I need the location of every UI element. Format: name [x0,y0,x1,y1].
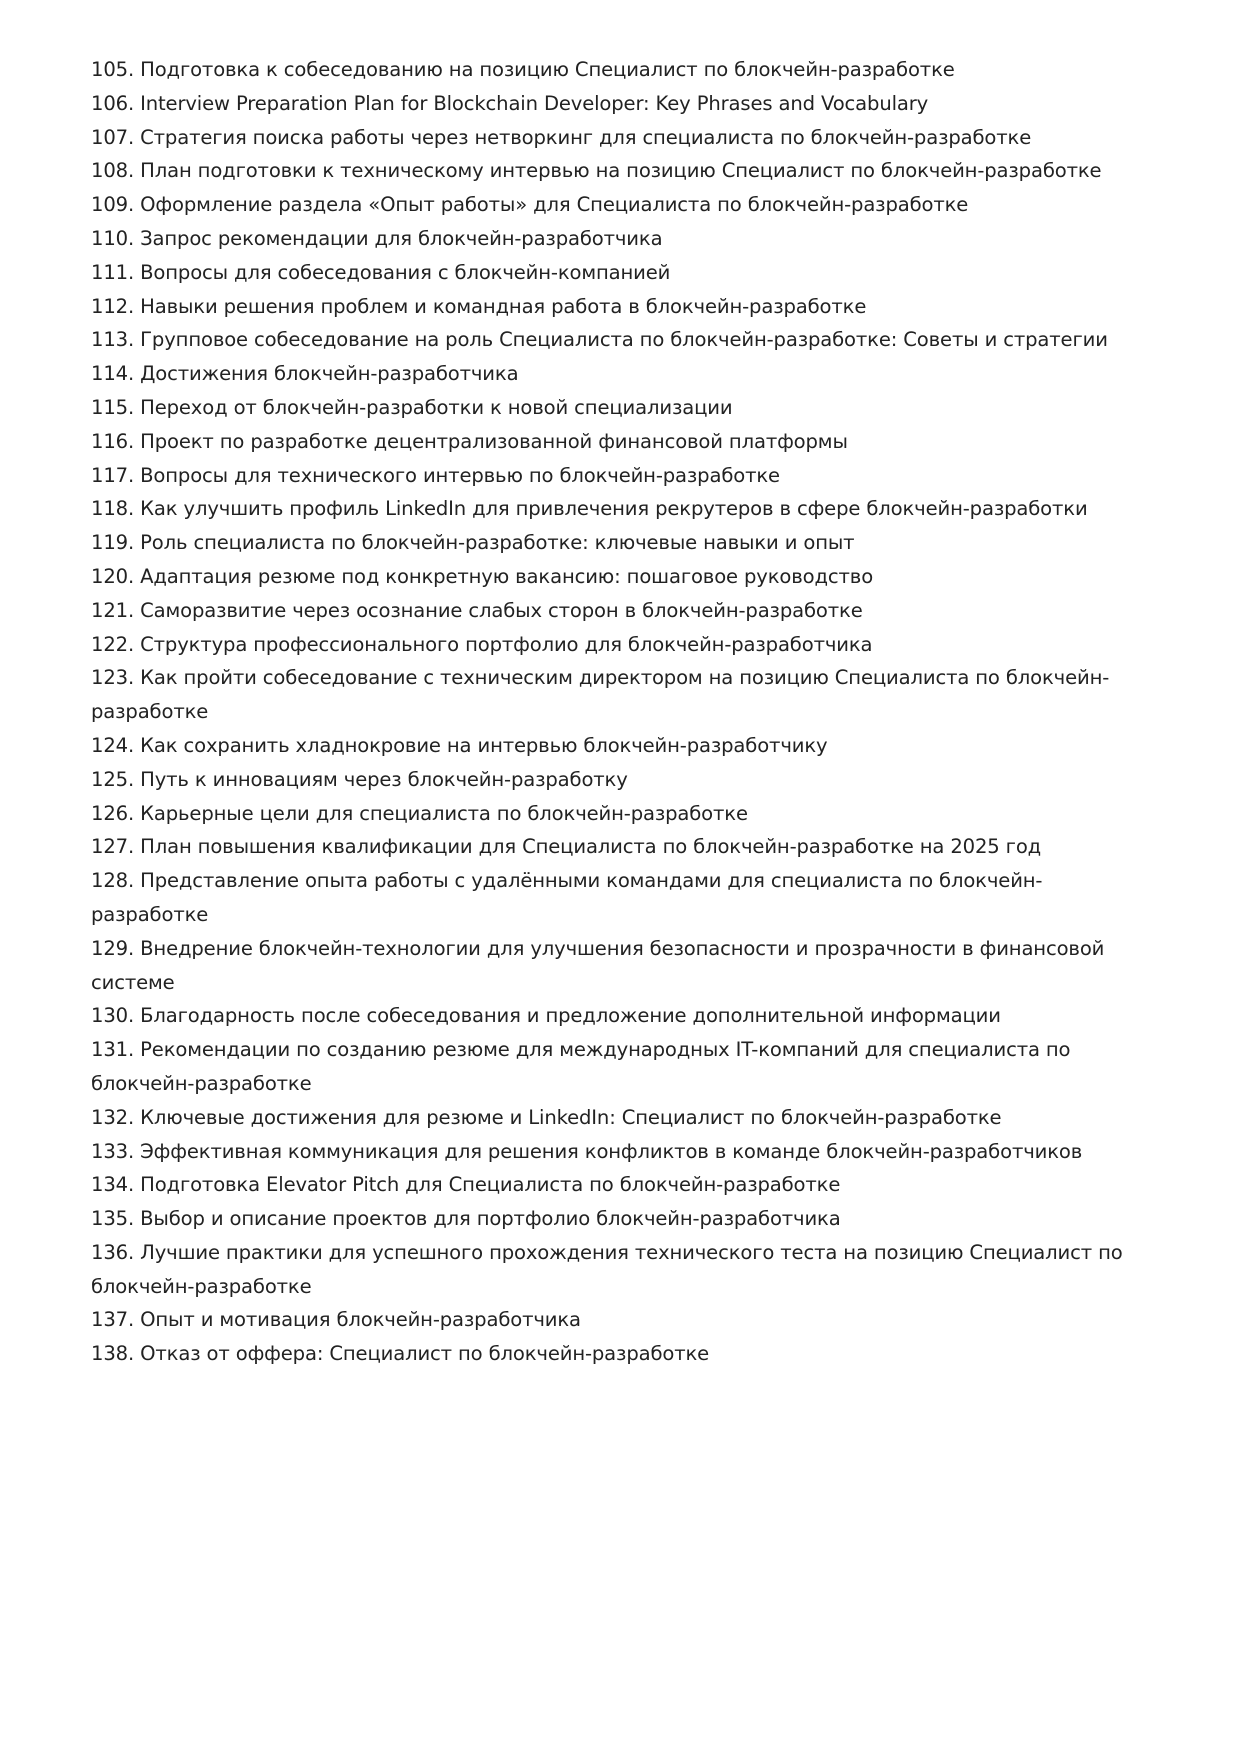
item-text: Представление опыта работы с удалёнными командами для специалиста по блокчейн-разработке [91,869,1043,926]
list-item [91,1135,1131,1169]
item-text: План повышения квалификации для Специалиста по блокчейн-разработке на 2025 год [140,835,1042,859]
item-number: 118. [91,497,135,521]
item-text: Групповое собеседование на роль Специалиста по блокчейн-разработке: Советы и стратегии [140,328,1108,352]
list-item [91,628,1131,662]
item-number: 137. [91,1308,135,1332]
item-text: Вопросы для технического интервью по блокчейн-разработке [140,463,780,487]
item-number: 117. [91,463,135,487]
list-item [91,290,1131,324]
item-text: Роль специалиста по блокчейн-разработке: ключевые навыки и опыт [140,531,855,555]
item-text: Рекомендации по созданию резюме для международных IT-компаний для специалиста по блокчейн-разработке [91,1038,1071,1095]
item-number: 106. [91,91,135,115]
list-item [91,425,1131,459]
list-item [91,763,1131,797]
item-number: 126. [91,801,135,825]
item-text: Как сохранить хладнокровие на интервью блокчейн-разработчику [140,733,828,757]
item-text: Подготовка к собеседованию на позицию Специалист по блокчейн-разработке [140,58,955,81]
list-item [91,492,1131,526]
item-text: Достижения блокчейн-разработчика [140,362,519,386]
item-number: 133. [91,1139,135,1163]
item-number: 131. [91,1038,135,1062]
item-number: 111. [91,260,135,284]
item-text: Подготовка Elevator Pitch для Специалиста по блокчейн-разработке [140,1173,841,1197]
list-item [91,1202,1131,1236]
item-text: Ключевые достижения для резюме и LinkedIn: Специалист по блокчейн-разработке [140,1105,1002,1129]
item-number: 128. [91,869,135,893]
list-item [91,53,1131,87]
item-text: Переход от блокчейн-разработки к новой специализации [140,395,733,419]
list-item [91,932,1131,1000]
item-text: Как улучшить профиль LinkedIn для привлечения рекрутеров в сфере блокчейн-разработки [140,497,1088,521]
list-item [91,222,1131,256]
list-item [91,1236,1131,1304]
item-number: 114. [91,362,135,386]
item-text: Навыки решения проблем и командная работа в блокчейн-разработке [140,294,867,318]
item-number: 110. [91,226,135,250]
item-number: 116. [91,429,135,453]
list-item [91,188,1131,222]
item-number: 138. [91,1342,135,1366]
list-item [91,526,1131,560]
item-text: План подготовки к техническому интервью на позицию Специалист по блокчейн-разработке [140,159,1102,183]
item-number: 129. [91,936,135,960]
list-item [91,256,1131,290]
item-number: 113. [91,328,135,352]
list-item [91,661,1131,729]
item-text: Саморазвитие через осознание слабых сторон в блокчейн-разработке [140,598,863,622]
item-text: Путь к инновациям через блокчейн-разработку [140,767,628,791]
list-item [91,459,1131,493]
list-item [91,1168,1131,1202]
list-item [91,594,1131,628]
list-item [91,729,1131,763]
list-item [91,1303,1131,1337]
item-text: Interview Preparation Plan for Blockchain Developer: Key Phrases and Vocabulary [140,91,929,115]
item-number: 123. [91,666,135,690]
item-text: Опыт и мотивация блокчейн-разработчика [140,1308,581,1332]
list-item [91,560,1131,594]
item-text: Проект по разработке децентрализованной финансовой платформы [140,429,848,453]
list-item [91,1337,1131,1371]
item-number: 122. [91,632,135,656]
item-text: Адаптация резюме под конкретную вакансию: пошаговое руководство [140,564,874,588]
document-page [91,53,1131,1371]
item-number: 115. [91,395,135,419]
list-item [91,999,1131,1033]
list-item [91,391,1131,425]
item-text: Выбор и описание проектов для портфолио блокчейн-разработчика [140,1207,841,1231]
item-text: Карьерные цели для специалиста по блокчейн-разработке [140,801,748,825]
list-item [91,323,1131,357]
list-item [91,797,1131,831]
item-text: Как пройти собеседование с техническим директором на позицию Специалиста по блокчейн-разработке [91,666,1110,724]
item-number: 125. [91,767,135,791]
list-item [91,87,1131,121]
item-number: 130. [91,1004,135,1028]
item-number: 121. [91,598,135,622]
item-number: 136. [91,1240,135,1264]
item-number: 135. [91,1207,135,1231]
item-number: 134. [91,1173,135,1197]
item-text: Эффективная коммуникация для решения конфликтов в команде блокчейн-разработчиков [140,1139,1083,1163]
list-item [91,1101,1131,1135]
item-text: Внедрение блокчейн-технологии для улучшения безопасности и прозрачности в финансовой системе [91,936,1105,994]
item-text: Вопросы для собеседования с блокчейн-компанией [140,260,671,284]
item-text: Запрос рекомендации для блокчейн-разработчика [140,226,663,250]
item-text: Структура профессионального портфолио для блокчейн-разработчика [140,632,873,656]
item-number: 105. [91,58,135,81]
item-text: Оформление раздела «Опыт работы» для Специалиста по блокчейн-разработке [140,193,969,217]
item-number: 132. [91,1105,135,1129]
item-number: 107. [91,125,135,149]
list-item [91,154,1131,188]
item-number: 124. [91,733,135,757]
item-number: 108. [91,159,135,183]
item-text: Благодарность после собеседования и предложение дополнительной информации [140,1004,1001,1028]
list-item [91,1033,1131,1101]
item-number: 109. [91,193,135,217]
list-item [91,121,1131,155]
item-text: Стратегия поиска работы через нетворкинг для специалиста по блокчейн-разработке [140,125,1032,149]
item-number: 119. [91,531,135,555]
item-text: Лучшие практики для успешного прохождения технического теста на позицию Специалист по блокчейн-разработке [91,1240,1123,1298]
list-item [91,864,1131,932]
item-text: Отказ от оффера: Специалист по блокчейн-разработке [140,1342,710,1366]
item-number: 127. [91,835,135,859]
list-item [91,830,1131,864]
list-item [91,357,1131,391]
item-number: 120. [91,564,135,588]
item-number: 112. [91,294,135,318]
